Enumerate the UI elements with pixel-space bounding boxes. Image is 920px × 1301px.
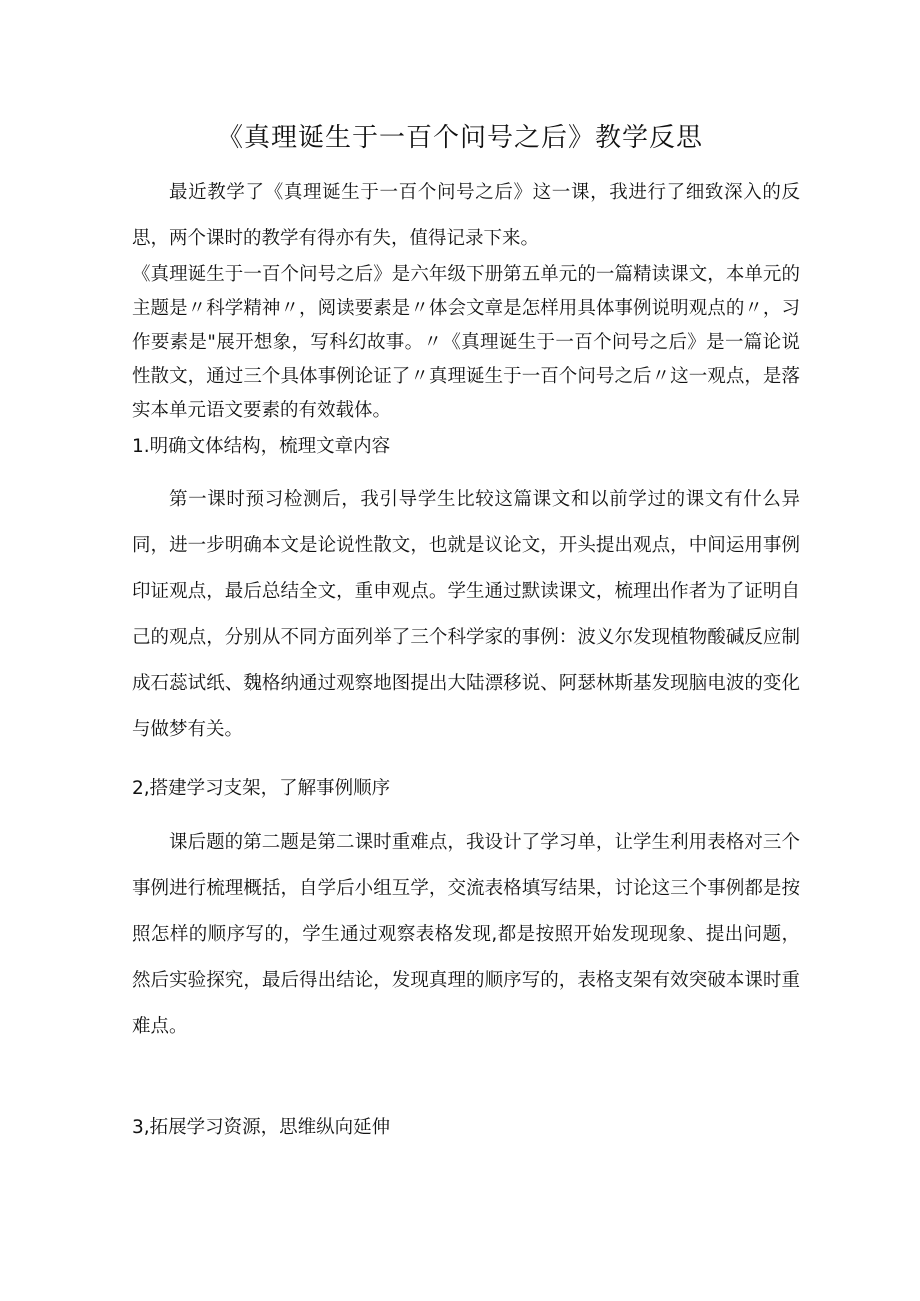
section-1-body: 第一课时预习检测后，我引导学生比较这篇课文和以前学过的课文有什么异同，进一步明确本文是论说性散文，也就是议论文，开头提出观点，中间运用事例印证观点，最后总结全文，重申观点。学生通过默读课文，梳理出作者为了证明自己的观点，分别从不同方面列举了三个科学家的事例：波义尔发现植物酸碱反应制成石蕊试纸、魏格纳通过观察地图提出大陆漂移说、阿瑟林斯基发现脑电波的变化与做梦有关。 [132,489,800,740]
section-3-heading: 3,拓展学习资源，思维纵向延伸 [132,1117,391,1138]
intro-paragraph: 最近教学了《真理诞生于一百个问号之后》这一课，我进行了细致深入的反思，两个课时的教学有得亦有失，值得记录下来。 [132,182,800,249]
overview-paragraph: 《真理诞生于一百个问号之后》是六年级下册第五单元的一篇精读课文，本单元的主题是〃科学精神〃，阅读要素是〃体会文章是怎样用具体事例说明观点的〃，习作要素是"展开想象，写科幻故事。〃《真理诞生于一百个问号之后》是一篇论说性散文，通过三个具体事例论证了〃真理诞生于一百个问号之后〃这一观点，是落实本单元语文要素的有效载体。 [132,264,800,421]
section-2-heading: 2,搭建学习支架，了解事例顺序 [132,778,391,799]
section-1-heading: 1.明确文体结构，梳理文章内容 [132,436,391,457]
section-2-body: 课后题的第二题是第二课时重难点，我设计了学习单，让学生利用表格对三个事例进行梳理概括，自学后小组互学，交流表格填写结果，讨论这三个事例都是按照怎样的顺序写的，学生通过观察表格发现,都是按照开始发现现象、提出问题，然后实验探究，最后得出结论，发现真理的顺序写的，表格支架有效突破本课时重难点。 [132,832,800,1037]
document-title: 《真理诞生于一百个问号之后》教学反思 [216,123,703,153]
